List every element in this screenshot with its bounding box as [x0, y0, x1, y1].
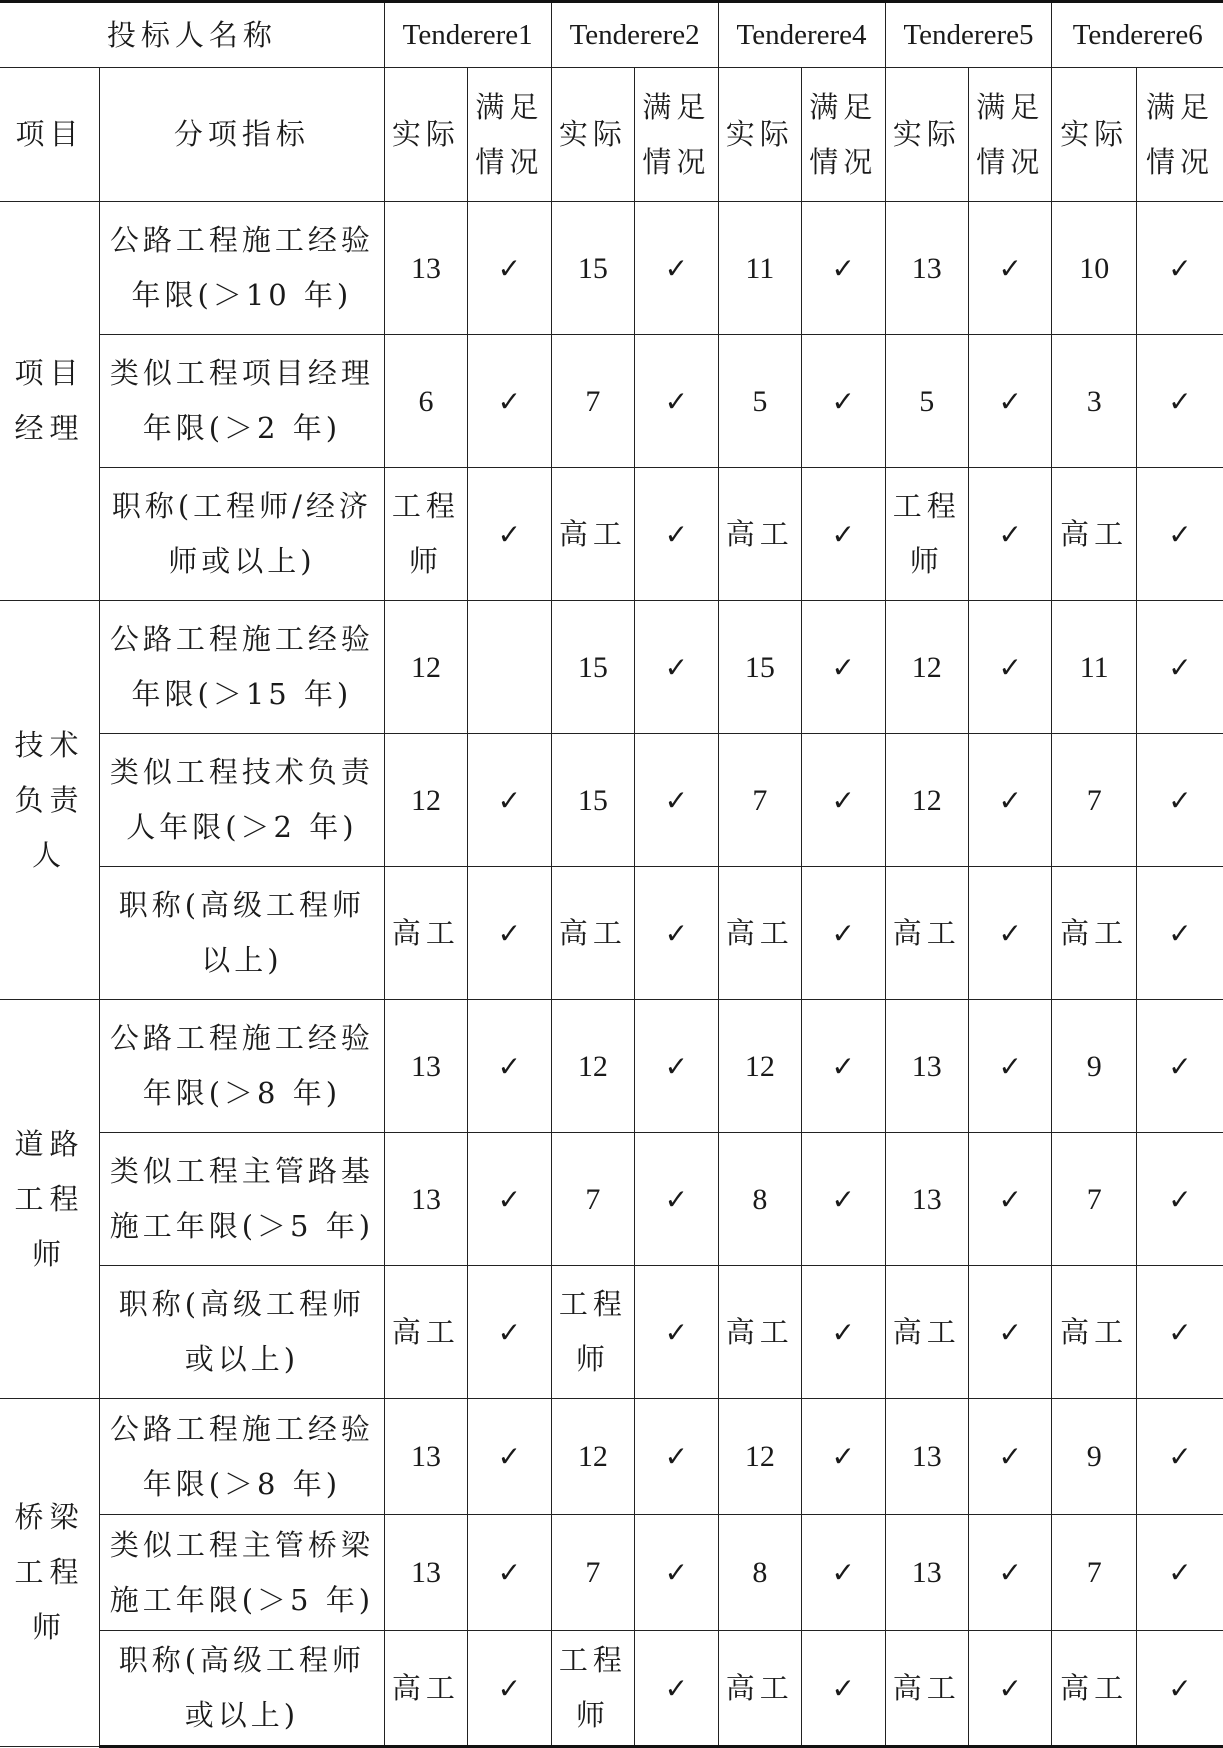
actual-value: 13: [885, 1399, 968, 1515]
check-mark: ✓: [468, 202, 551, 335]
bidder-name-header: 投标人名称: [0, 2, 384, 68]
actual-value: 高工: [551, 468, 634, 601]
item-header: 项目: [0, 68, 100, 202]
indicator-cell: 职称(高级工程师或以上): [100, 1266, 385, 1399]
header-row-tenderers: [0, 2, 1223, 68]
table-row: [0, 335, 1223, 468]
table-row: [0, 468, 1223, 601]
actual-value: 高工: [718, 468, 801, 601]
check-mark: ✓: [968, 1631, 1051, 1747]
table-row: [0, 1515, 1223, 1631]
check-mark: ✓: [802, 1515, 885, 1631]
actual-value: 高工: [384, 1631, 467, 1747]
satisfy-header: 满足情况: [802, 68, 885, 202]
satisfy-header: 满足情况: [635, 68, 718, 202]
table-row: [0, 1000, 1223, 1133]
indicator-cell: 类似工程主管路基施工年限(＞5 年): [100, 1133, 385, 1266]
table-body: [0, 2, 1223, 1747]
check-mark: ✓: [468, 1266, 551, 1399]
actual-header: 实际: [551, 68, 634, 202]
actual-value: 12: [885, 734, 968, 867]
check-mark: ✓: [802, 867, 885, 1000]
check-mark: ✓: [1136, 1399, 1223, 1515]
check-mark: ✓: [1136, 867, 1223, 1000]
check-mark: ✓: [1136, 1631, 1223, 1747]
table-row: [0, 734, 1223, 867]
tenderer-header: Tenderere2: [551, 2, 718, 68]
check-mark: ✓: [635, 601, 718, 734]
check-mark: ✓: [635, 734, 718, 867]
actual-value: 7: [551, 1133, 634, 1266]
actual-value: 7: [551, 1515, 634, 1631]
indicator-cell: 类似工程主管桥梁施工年限(＞5 年): [100, 1515, 385, 1631]
actual-value: 12: [551, 1399, 634, 1515]
actual-value: 工程师: [551, 1631, 634, 1747]
actual-value: 9: [1052, 1399, 1136, 1515]
actual-value: 15: [551, 202, 634, 335]
actual-value: 高工: [384, 1266, 467, 1399]
check-mark: ✓: [968, 1000, 1051, 1133]
check-mark: ✓: [968, 734, 1051, 867]
actual-value: 12: [551, 1000, 634, 1133]
actual-value: 工程师: [384, 468, 467, 601]
check-mark: ✓: [635, 1515, 718, 1631]
indicator-cell: 公路工程施工经验年限(＞8 年): [100, 1399, 385, 1515]
actual-value: 13: [885, 1000, 968, 1133]
check-mark: ✓: [802, 335, 885, 468]
actual-value: 高工: [718, 1631, 801, 1747]
actual-value: 8: [718, 1133, 801, 1266]
actual-value: 6: [384, 335, 467, 468]
check-mark: ✓: [968, 867, 1051, 1000]
actual-value: 高工: [1052, 468, 1136, 601]
actual-value: 11: [1052, 601, 1136, 734]
indicator-cell: 职称(高级工程师以上): [100, 867, 385, 1000]
check-mark: ✓: [802, 734, 885, 867]
actual-value: 3: [1052, 335, 1136, 468]
check-mark: ✓: [968, 1266, 1051, 1399]
actual-value: 13: [384, 1133, 467, 1266]
indicator-cell: 职称(高级工程师或以上): [100, 1631, 385, 1747]
check-mark: ✓: [968, 202, 1051, 335]
actual-header: 实际: [885, 68, 968, 202]
check-mark: ✓: [1136, 468, 1223, 601]
check-mark: ✓: [1136, 1266, 1223, 1399]
actual-value: 7: [1052, 1515, 1136, 1631]
check-mark: ✓: [635, 1399, 718, 1515]
check-mark: ✓: [635, 1631, 718, 1747]
check-mark: ✓: [635, 1266, 718, 1399]
check-mark: ✓: [635, 1133, 718, 1266]
check-mark: ✓: [468, 1399, 551, 1515]
check-mark: ✓: [468, 468, 551, 601]
header-row-columns: [0, 68, 1223, 202]
actual-value: 12: [718, 1000, 801, 1133]
check-mark: ✓: [802, 601, 885, 734]
check-mark: ✓: [468, 1631, 551, 1747]
actual-value: 13: [384, 202, 467, 335]
check-mark: ✓: [468, 335, 551, 468]
check-mark: ✓: [1136, 202, 1223, 335]
check-mark: ✓: [968, 1399, 1051, 1515]
check-mark: ✓: [968, 468, 1051, 601]
check-mark: ✓: [635, 468, 718, 601]
tenderer-header: Tenderere1: [384, 2, 551, 68]
check-mark: ✓: [802, 1000, 885, 1133]
check-mark: ✓: [968, 601, 1051, 734]
satisfy-header: 满足情况: [968, 68, 1051, 202]
actual-value: 高工: [384, 867, 467, 1000]
indicator-cell: 类似工程项目经理年限(＞2 年): [100, 335, 385, 468]
check-mark: ✓: [802, 468, 885, 601]
check-mark: ✓: [1136, 335, 1223, 468]
indicator-cell: 职称(工程师/经济师或以上): [100, 468, 385, 601]
check-mark: ✓: [635, 1000, 718, 1133]
check-mark: [468, 601, 551, 734]
tenderer-header: Tenderere5: [885, 2, 1052, 68]
actual-value: 高工: [1052, 867, 1136, 1000]
actual-value: 9: [1052, 1000, 1136, 1133]
actual-value: 13: [885, 1133, 968, 1266]
group-label: 桥梁工程师: [0, 1399, 100, 1747]
check-mark: ✓: [1136, 1133, 1223, 1266]
actual-value: 高工: [1052, 1266, 1136, 1399]
actual-value: 8: [718, 1515, 801, 1631]
check-mark: ✓: [802, 1399, 885, 1515]
actual-value: 7: [551, 335, 634, 468]
group-label: 技术负责人: [0, 601, 100, 1000]
table-row: [0, 202, 1223, 335]
actual-value: 12: [718, 1399, 801, 1515]
check-mark: ✓: [802, 202, 885, 335]
actual-value: 13: [885, 202, 968, 335]
check-mark: ✓: [635, 867, 718, 1000]
check-mark: ✓: [1136, 1000, 1223, 1133]
actual-value: 7: [1052, 734, 1136, 867]
satisfy-header: 满足情况: [1136, 68, 1223, 202]
check-mark: ✓: [1136, 1515, 1223, 1631]
actual-value: 高工: [718, 1266, 801, 1399]
actual-header: 实际: [718, 68, 801, 202]
actual-header: 实际: [384, 68, 467, 202]
actual-value: 7: [1052, 1133, 1136, 1266]
check-mark: ✓: [802, 1631, 885, 1747]
check-mark: ✓: [468, 1000, 551, 1133]
actual-value: 工程师: [551, 1266, 634, 1399]
actual-value: 5: [885, 335, 968, 468]
table-row: [0, 601, 1223, 734]
actual-value: 5: [718, 335, 801, 468]
actual-header: 实际: [1052, 68, 1136, 202]
check-mark: ✓: [802, 1266, 885, 1399]
check-mark: ✓: [468, 734, 551, 867]
actual-value: 13: [885, 1515, 968, 1631]
actual-value: 15: [718, 601, 801, 734]
indicator-cell: 公路工程施工经验年限(＞15 年): [100, 601, 385, 734]
table-row: [0, 1399, 1223, 1515]
actual-value: 13: [384, 1515, 467, 1631]
indicator-cell: 公路工程施工经验年限(＞8 年): [100, 1000, 385, 1133]
check-mark: ✓: [1136, 601, 1223, 734]
actual-value: 高工: [551, 867, 634, 1000]
indicator-header: 分项指标: [100, 68, 385, 202]
check-mark: ✓: [968, 1515, 1051, 1631]
actual-value: 10: [1052, 202, 1136, 335]
check-mark: ✓: [1136, 734, 1223, 867]
actual-value: 12: [384, 601, 467, 734]
actual-value: 13: [384, 1399, 467, 1515]
actual-value: 高工: [885, 1266, 968, 1399]
actual-value: 12: [384, 734, 467, 867]
group-label: 道路工程师: [0, 1000, 100, 1399]
group-label: 项目经理: [0, 202, 100, 601]
check-mark: ✓: [635, 335, 718, 468]
actual-value: 13: [384, 1000, 467, 1133]
indicator-cell: 公路工程施工经验年限(＞10 年): [100, 202, 385, 335]
actual-value: 15: [551, 734, 634, 867]
table-row: [0, 1133, 1223, 1266]
check-mark: ✓: [468, 1515, 551, 1631]
tenderer-header: Tenderere4: [718, 2, 885, 68]
actual-value: 15: [551, 601, 634, 734]
actual-value: 工程师: [885, 468, 968, 601]
check-mark: ✓: [968, 335, 1051, 468]
table-row: [0, 1266, 1223, 1399]
actual-value: 高工: [718, 867, 801, 1000]
tenderer-header: Tenderere6: [1052, 2, 1223, 68]
satisfy-header: 满足情况: [468, 68, 551, 202]
actual-value: 12: [885, 601, 968, 734]
check-mark: ✓: [468, 1133, 551, 1266]
check-mark: ✓: [635, 202, 718, 335]
check-mark: ✓: [802, 1133, 885, 1266]
table-row: [0, 867, 1223, 1000]
table-row: [0, 1631, 1223, 1747]
actual-value: 11: [718, 202, 801, 335]
actual-value: 高工: [885, 867, 968, 1000]
check-mark: ✓: [968, 1133, 1051, 1266]
actual-value: 7: [718, 734, 801, 867]
actual-value: 高工: [1052, 1631, 1136, 1747]
check-mark: ✓: [468, 867, 551, 1000]
indicator-cell: 类似工程技术负责人年限(＞2 年): [100, 734, 385, 867]
actual-value: 高工: [885, 1631, 968, 1747]
